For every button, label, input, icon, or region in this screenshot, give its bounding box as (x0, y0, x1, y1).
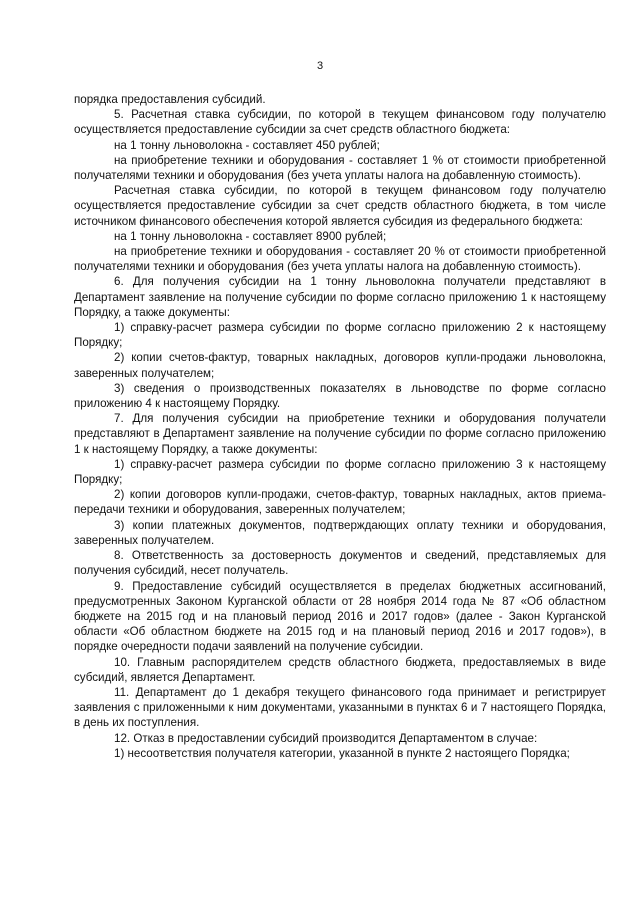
document-body (74, 92, 606, 761)
paragraph: 6. Для получения субсидии на 1 тонну льноволокна получатели представляют в Департамент заявление на получение субсидии по форме согласно приложению 1 к настоящему Порядку, а также документы: (74, 275, 606, 319)
page-number: 3 (316, 60, 324, 72)
paragraph: 1) справку-расчет размера субсидии по форме согласно приложению 3 к настоящему Порядку; (74, 457, 606, 487)
paragraph: 10. Главным распорядителем средств областного бюджета, предоставляемых в виде субсидий, является Департамент. (74, 655, 606, 684)
paragraph: 7. Для получения субсидии на приобретение техники и оборудования получатели представляют в Департамент заявление на получение субсидии по форме согласно приложению 1 к настоящему Порядку, а также документы: (74, 412, 606, 456)
paragraph: 5. Расчетная ставка субсидии, по которой в текущем финансовом году получателю осуществляется предоставление субсидии за счет средств областного бюджета: (74, 108, 606, 137)
paragraph: 2) копии счетов-фактур, товарных накладных, договоров купли-продажи льноволокна, заверенных получателем; (74, 351, 606, 380)
paragraph: 8. Ответственность за достоверность документов и сведений, представляемых для получения субсидий, несет получатель. (74, 549, 606, 578)
paragraph: 9. Предоставление субсидий осуществляется в пределах бюджетных ассигнований, предусмотренных Законом Курганской области от 28 ноября 2014 года № 87 «Об областном бюджете на 2015 год и на плановый период 2016 и 2017 годов» (далее - Закон Курганской области «Об областном бюджете на 2015 год и на плановый период 2016 и 2017 годов»), в порядке очередности подачи заявлений на получение субсидии. (74, 579, 606, 654)
paragraph: 1) несоответствия получателя категории, указанной в пункте 2 настоящего Порядка; (114, 746, 570, 760)
paragraph: на 1 тонну льноволокна - составляет 8900 рублей; (114, 229, 387, 243)
paragraph: Расчетная ставка субсидии, по которой в текущем финансовом году получателю осуществляется предоставление субсидии за счет средств областного бюджета, в том числе источником финансового обеспечения которой является субсидия из федерального бюджета: (74, 184, 606, 228)
paragraph: 1) справку-расчет размера субсидии по форме согласно приложению 2 к настоящему Порядку; (74, 321, 606, 350)
paragraph: 11. Департамент до 1 декабря текущего финансового года принимает и регистрирует заявления с приложенными к ним документами, указанными в пунктах 6 и 7 настоящего Порядка, в день их поступления. (74, 685, 606, 730)
paragraph: на приобретение техники и оборудования - составляет 20 % от стоимости приобретенной получателями техники и оборудования (без учета уплаты налога на добавленную стоимость). (74, 245, 606, 274)
paragraph: на приобретение техники и оборудования - составляет 1 % от стоимости приобретенной получателями техники и оборудования (без учета уплаты налога на добавленную стоимость). (74, 153, 606, 183)
paragraph: 3) сведения о производственных показателях в льноводстве по форме согласно приложению 4 к настоящему Порядку. (74, 381, 606, 411)
paragraph: 2) копии договоров купли-продажи, счетов-фактур, товарных накладных, актов приема-передачи техники и оборудования, заверенных получателем; (74, 488, 606, 517)
paragraph: 3) копии платежных документов, подтверждающих оплату техники и оборудования, заверенных получателем. (74, 518, 606, 547)
paragraph: порядка предоставления субсидий. (74, 93, 266, 106)
paragraph: 12. Отказ в предоставлении субсидий производится Департаментом в случае: (114, 731, 538, 745)
paragraph: на 1 тонну льноволокна - составляет 450 рублей; (114, 138, 380, 152)
